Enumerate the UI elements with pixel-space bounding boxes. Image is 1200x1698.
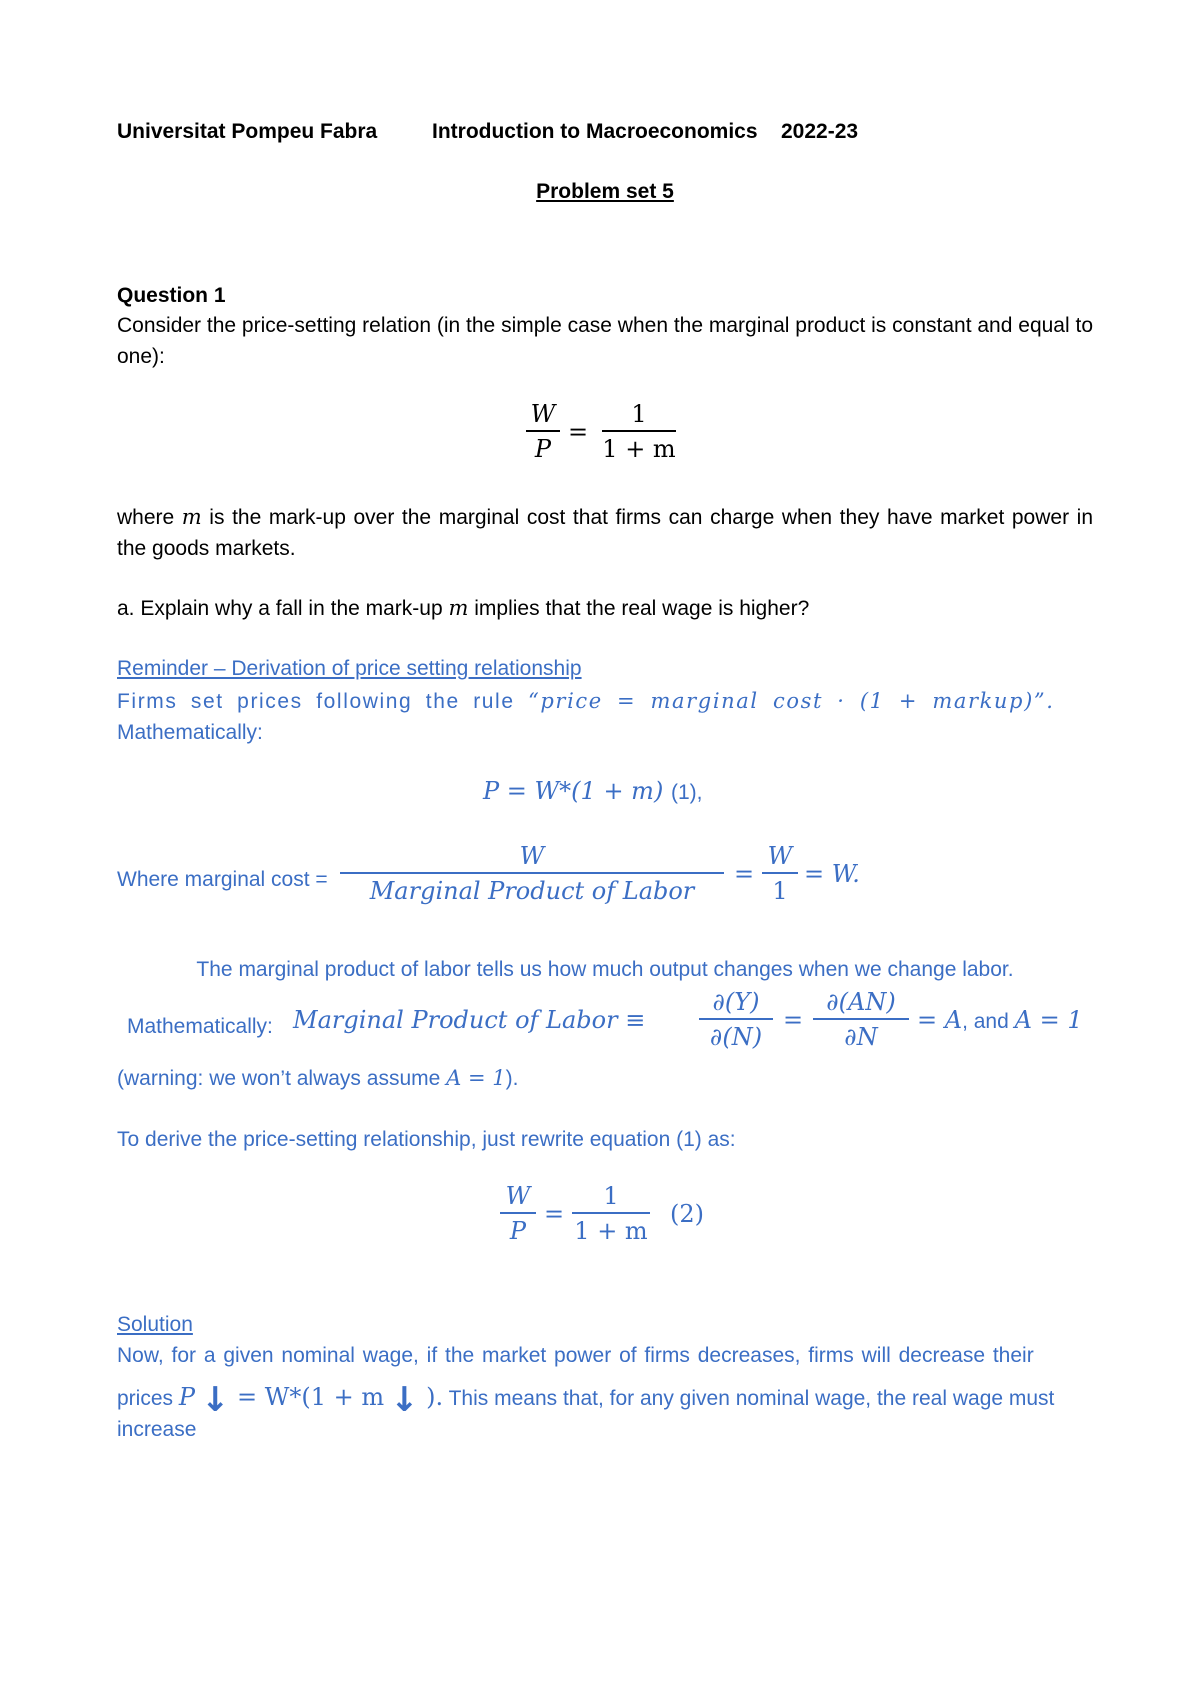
price-setting-equation: W P = 1 1 + m	[520, 398, 680, 478]
mpl-math-label: Mathematically:	[127, 1015, 273, 1038]
down-arrow-icon: ↓	[390, 1380, 419, 1420]
problem-set-title: Problem set 5	[536, 180, 674, 203]
solution-line-2: prices P ↓ = W*(1 + m ↓ ). This means that, for any given nominal wage, the real wage must	[117, 1380, 1055, 1420]
fraction-one-over-markup-2: 1 1 + m	[572, 1180, 650, 1248]
question-heading: Question 1	[117, 284, 226, 307]
warning-note: (warning: we won’t always assume A = 1).	[117, 1066, 519, 1090]
marginal-cost-equation: W Marginal Product of Labor = W 1 = W.	[340, 840, 860, 920]
mpl-equation: Marginal Product of Labor ≡ ∂(Y) ∂(N) = ∂(AN) ∂N = A, and A = 1	[293, 986, 1093, 1066]
fraction-dy-dn: ∂(Y) ∂(N)	[699, 986, 773, 1054]
course-title: Introduction to Macroeconomics	[432, 120, 758, 143]
part-a-question: a. Explain why a fall in the mark-up m implies that the real wage is higher?	[117, 596, 810, 620]
fraction-w-over-one: W 1	[762, 840, 798, 908]
university-name: Universitat Pompeu Fabra	[117, 120, 378, 143]
question-intro: Consider the price-setting relation (in the simple case when the marginal product is constant and equal to one):	[117, 314, 1093, 368]
marginal-cost-label: Where marginal cost =	[117, 868, 328, 891]
academic-year: 2022-23	[781, 120, 859, 143]
fraction-dan-dn: ∂(AN) ∂N	[813, 986, 909, 1054]
markup-definition: where m is the mark-up over the marginal cost that firms can charge when they have market power in the goods markets.	[117, 505, 1094, 560]
pricing-rule: Firms set prices following the rule “price = marginal cost · (1 + markup)”.	[117, 689, 1055, 713]
fraction-w-over-mpl: W Marginal Product of Labor	[340, 840, 724, 908]
fraction-w-over-p-2: W P	[500, 1180, 536, 1248]
solution-line-1: Now, for a given nominal wage, if the market power of firms decreases, firms will decrease their	[117, 1344, 1034, 1367]
math-label: Mathematically:	[117, 721, 263, 744]
down-arrow-icon: ↓	[200, 1380, 230, 1420]
reminder-heading: Reminder – Derivation of price setting relationship	[117, 657, 582, 680]
fraction-one-over-markup: 1 1 + m	[602, 400, 676, 463]
mpl-explanation: The marginal product of labor tells us how much output changes when we change labor.	[196, 958, 1014, 981]
solution-line-3: increase	[117, 1418, 197, 1441]
fraction-w-over-p: W P	[526, 398, 560, 466]
equation-1: P = W*(1 + m) (1),	[483, 777, 703, 805]
equation-2: W P = 1 1 + m (2)	[500, 1180, 720, 1260]
solution-heading: Solution	[117, 1313, 193, 1336]
derive-instruction: To derive the price-setting relationship, just rewrite equation (1) as:	[117, 1128, 736, 1151]
